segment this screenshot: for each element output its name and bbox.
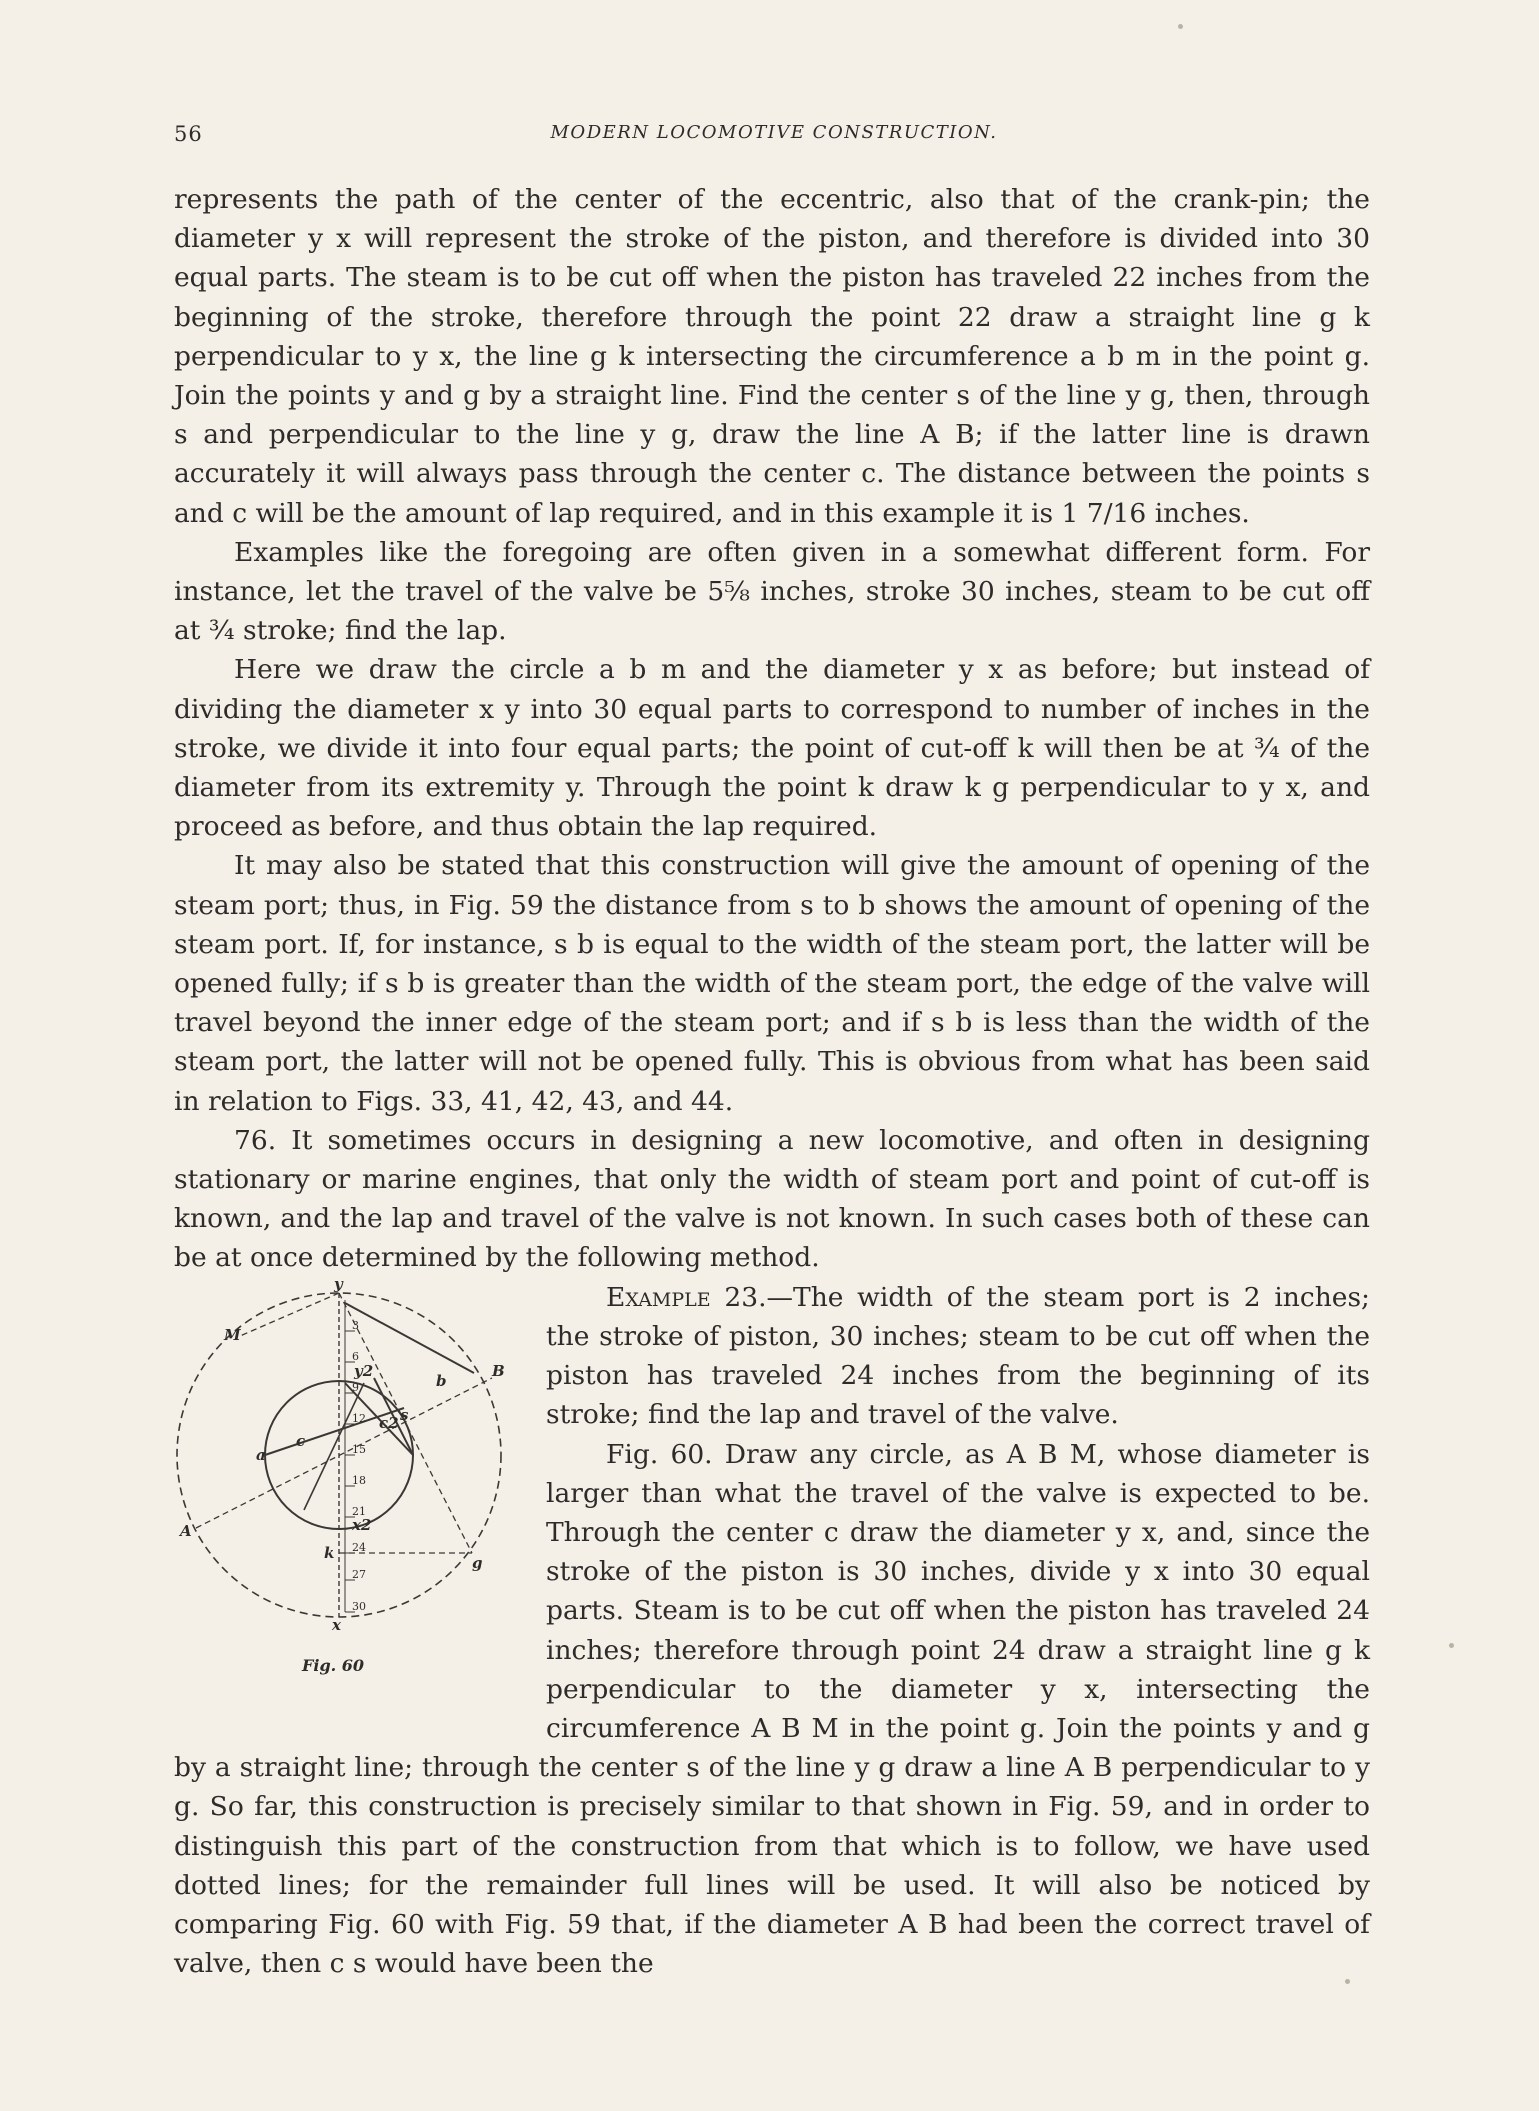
figure-60: [174, 1278, 534, 1711]
line-AB: [196, 1378, 492, 1528]
body-text: [174, 180, 1370, 1983]
paragraph-6-text: —The width of the steam port is 2 inches; the stroke of piston, 30 inches; steam to be cut off when the piston has traveled 24 inches from the beginning of its stroke; find the lap and travel of the valve.: [546, 1281, 1370, 1431]
label-x2: x2: [352, 1515, 372, 1534]
label-M: M: [224, 1325, 241, 1344]
tick-12: 12: [352, 1411, 366, 1425]
label-c2: c2: [379, 1413, 399, 1432]
label-B: B: [492, 1361, 505, 1380]
example-label: Example 23.: [606, 1281, 767, 1313]
tick-21: 21: [352, 1504, 366, 1518]
label-x: x: [332, 1615, 341, 1634]
tick-9: 9: [352, 1380, 359, 1394]
tick-6: 6: [352, 1349, 359, 1363]
page-number: 56: [174, 122, 203, 146]
page-header: [174, 122, 1374, 152]
label-y2: y2: [354, 1361, 374, 1380]
tick-3: 3: [352, 1318, 359, 1332]
paragraph-3: Here we draw the circle a b m and the diameter y x as before; but instead of dividing the diameter x y into 30 equal parts to correspond to number of inches in the stroke, we divide it into four equal parts; the point of cut-off k will then be at ¾ of the diameter from its extremity y. Through the point k draw k g perpendicular to y x, and proceed as before, and thus obtain the lap required.: [174, 654, 1370, 843]
tick-30: 30: [352, 1599, 366, 1613]
speck-3: [1345, 1979, 1350, 1984]
paragraph-1: represents the path of the center of the eccentric, also that of the crank-pin; the diameter y x will represent the stroke of the piston, and therefore is divided into 30 equal parts. The steam is to be cut off when the piston has traveled 22 inches from the beginning of the stroke, therefore through the point 22 draw a straight line g k perpendicular to y x, the line g k intersecting the circumference a b m in the point g. Join the points y and g by a straight line. Find the center s of the line y g, then, through s and perpendicular to the line y g, draw the line A B; if the latter line is drawn accurately it will always pass through the center c. The distance between the points s and c will be the amount of lap required, and in this example it is 1 7/16 inches.: [174, 184, 1370, 529]
label-g: g: [472, 1553, 483, 1572]
speck-1: [1178, 24, 1183, 29]
label-c: c: [296, 1431, 306, 1450]
tick-15: 15: [352, 1442, 366, 1456]
tick-24: 24: [352, 1540, 366, 1554]
label-a: a: [256, 1445, 266, 1464]
label-k: k: [324, 1543, 335, 1562]
figure-caption: Fig. 60: [302, 1655, 365, 1675]
paragraph-5-text: 76. It sometimes occurs in designing a new locomotive, and often in designing stationary or marine engines, that only the width of steam port and point of cut-off is known, and the lap and travel of the valve is not known. In such cases both of these can be at once determined by the following method.: [174, 1124, 1370, 1274]
paragraph-4: It may also be stated that this construction will give the amount of opening of the steam port; thus, in Fig. 59 the distance from s to b shows the amount of opening of the steam port. If, for instance, s b is equal to the width of the steam port, the latter will be opened fully; if s b is greater than the width of the steam port, the edge of the valve will travel beyond the inner edge of the steam port; and if s b is less than the width of the steam port, the latter will not be opened fully. This is obvious from what has been said in relation to Figs. 33, 41, 42, 43, and 44.: [174, 850, 1370, 1117]
line-yM: [240, 1293, 339, 1336]
speck-2: [1449, 1643, 1454, 1648]
label-A: A: [180, 1521, 192, 1540]
label-s: s: [400, 1405, 409, 1424]
tick-18: 18: [352, 1473, 366, 1487]
tick-27: 27: [352, 1567, 366, 1581]
paragraph-2: Examples like the foregoing are often given in a somewhat different form. For instance, let the travel of the valve be 5⅝ inches, stroke 30 inches, steam to be cut off at ¾ stroke; find the lap.: [174, 536, 1370, 647]
label-y: y: [334, 1277, 343, 1293]
label-b: b: [436, 1371, 447, 1390]
paragraph-7: Fig. 60. Draw any circle, as A B M, whose diameter is larger than what the travel of the valve is expected to be. Through the center c draw the diameter y x, and, since the stroke of the piston is 30 inches, divide y x into 30 equal parts. Steam is to be cut off when the piston has traveled 24 inches; therefore through point 24 draw a straight line g k perpendicular to the diameter y x, intersecting the circumference A B M in the point g. Join the points y and g by a straight line; through the center s of the line y g draw a line A B perpendicular to y g. So far, this construction is precisely similar to that shown in Fig. 59, and in order to distinguish this part of the construction from that which is to follow, we have used dotted lines; for the remainder full lines will be used. It will also be noticed by comparing Fig. 60 with Fig. 59 that, if the diameter A B had been the correct travel of valve, then c s would have been the: [174, 1438, 1370, 1980]
paragraph-5: [174, 1121, 1370, 1278]
running-title: MODERN LOCOMOTIVE CONSTRUCTION.: [550, 122, 998, 143]
